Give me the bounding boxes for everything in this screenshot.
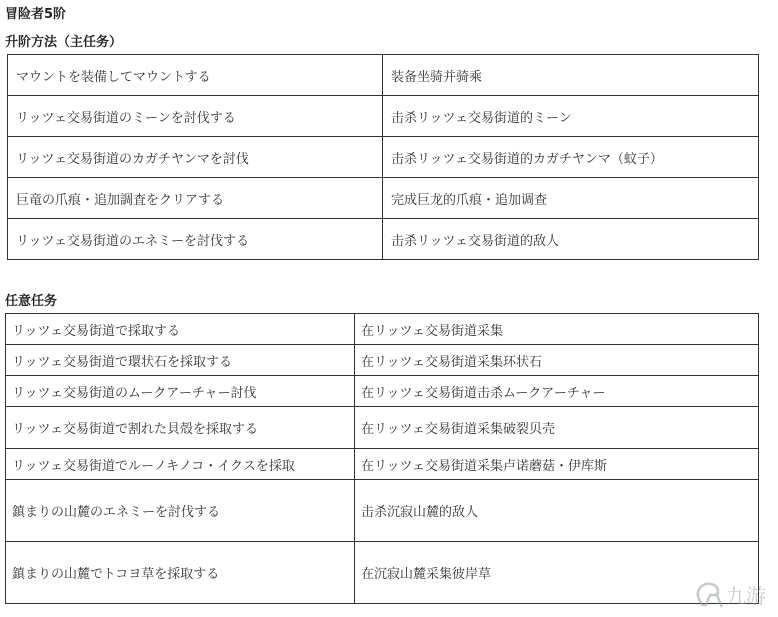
table-cell-jp: リッツェ交易街道のムークアーチャー討伐: [6, 376, 355, 407]
optional-task-table: [5, 313, 759, 604]
section-heading-main: 升阶方法（主任务）: [5, 35, 123, 50]
table-cell-jp: リッツェ交易街道のカガチヤンマを討伐: [8, 137, 383, 178]
table-cell-cn: 击杀リッツェ交易街道的敌人: [383, 219, 759, 260]
table-cell-cn: 击杀沉寂山麓的敌人: [355, 480, 759, 542]
table-cell-jp: マウントを装備してマウントする: [8, 55, 383, 96]
table-cell-jp: リッツェ交易街道のミーンを討伐する: [8, 96, 383, 137]
table-cell-cn: 击杀リッツェ交易街道的ミーン: [383, 96, 759, 137]
table-row: [6, 345, 759, 376]
table-cell-jp: 巨竜の爪痕・追加調査をクリアする: [8, 178, 383, 219]
table-cell-cn: 在リッツェ交易街道击杀ムークアーチャー: [355, 376, 759, 407]
table-cell-cn: 在リッツェ交易街道采集破裂贝壳: [355, 407, 759, 449]
site-watermark: [692, 577, 770, 613]
table-cell-cn: 在沉寂山麓采集彼岸草: [355, 542, 759, 604]
page-title: 冒险者5阶: [5, 7, 67, 22]
table-row: [8, 55, 759, 96]
table-cell-cn: 在リッツェ交易街道采集: [355, 314, 759, 345]
table-cell-jp: リッツェ交易街道で割れた貝殻を採取する: [6, 407, 355, 449]
main-task-table: [7, 54, 759, 260]
table-row: [6, 376, 759, 407]
table-cell-cn: 在リッツェ交易街道采集环状石: [355, 345, 759, 376]
table-cell-jp: 鎮まりの山麓でトコヨ草を採取する: [6, 542, 355, 604]
table-cell-jp: リッツェ交易街道で環状石を採取する: [6, 345, 355, 376]
table-row: [6, 480, 759, 542]
table-row: [6, 407, 759, 449]
table-cell-jp: リッツェ交易街道のエネミーを討伐する: [8, 219, 383, 260]
table-cell-cn: 完成巨龙的爪痕・追加调查: [383, 178, 759, 219]
table-row: [8, 219, 759, 260]
table-cell-cn: 在リッツェ交易街道采集卢诺蘑菇・伊库斯: [355, 449, 759, 480]
table-row: [8, 137, 759, 178]
section-heading-optional: 任意任务: [5, 294, 58, 309]
watermark-text: 九游: [726, 584, 766, 608]
table-cell-cn: 装备坐骑并骑乘: [383, 55, 759, 96]
table-row: [8, 96, 759, 137]
watermark-logo-icon: [692, 577, 770, 613]
table-cell-jp: リッツェ交易街道で採取する: [6, 314, 355, 345]
table-cell-cn: 击杀リッツェ交易街道的カガチヤンマ（蚊子）: [383, 137, 759, 178]
table-cell-jp: 鎮まりの山麓のエネミーを討伐する: [6, 480, 355, 542]
table-row: [6, 542, 759, 604]
table-row: [8, 178, 759, 219]
table-row: [6, 449, 759, 480]
table-cell-jp: リッツェ交易街道でルーノキノコ・イクスを採取: [6, 449, 355, 480]
table-row: [6, 314, 759, 345]
